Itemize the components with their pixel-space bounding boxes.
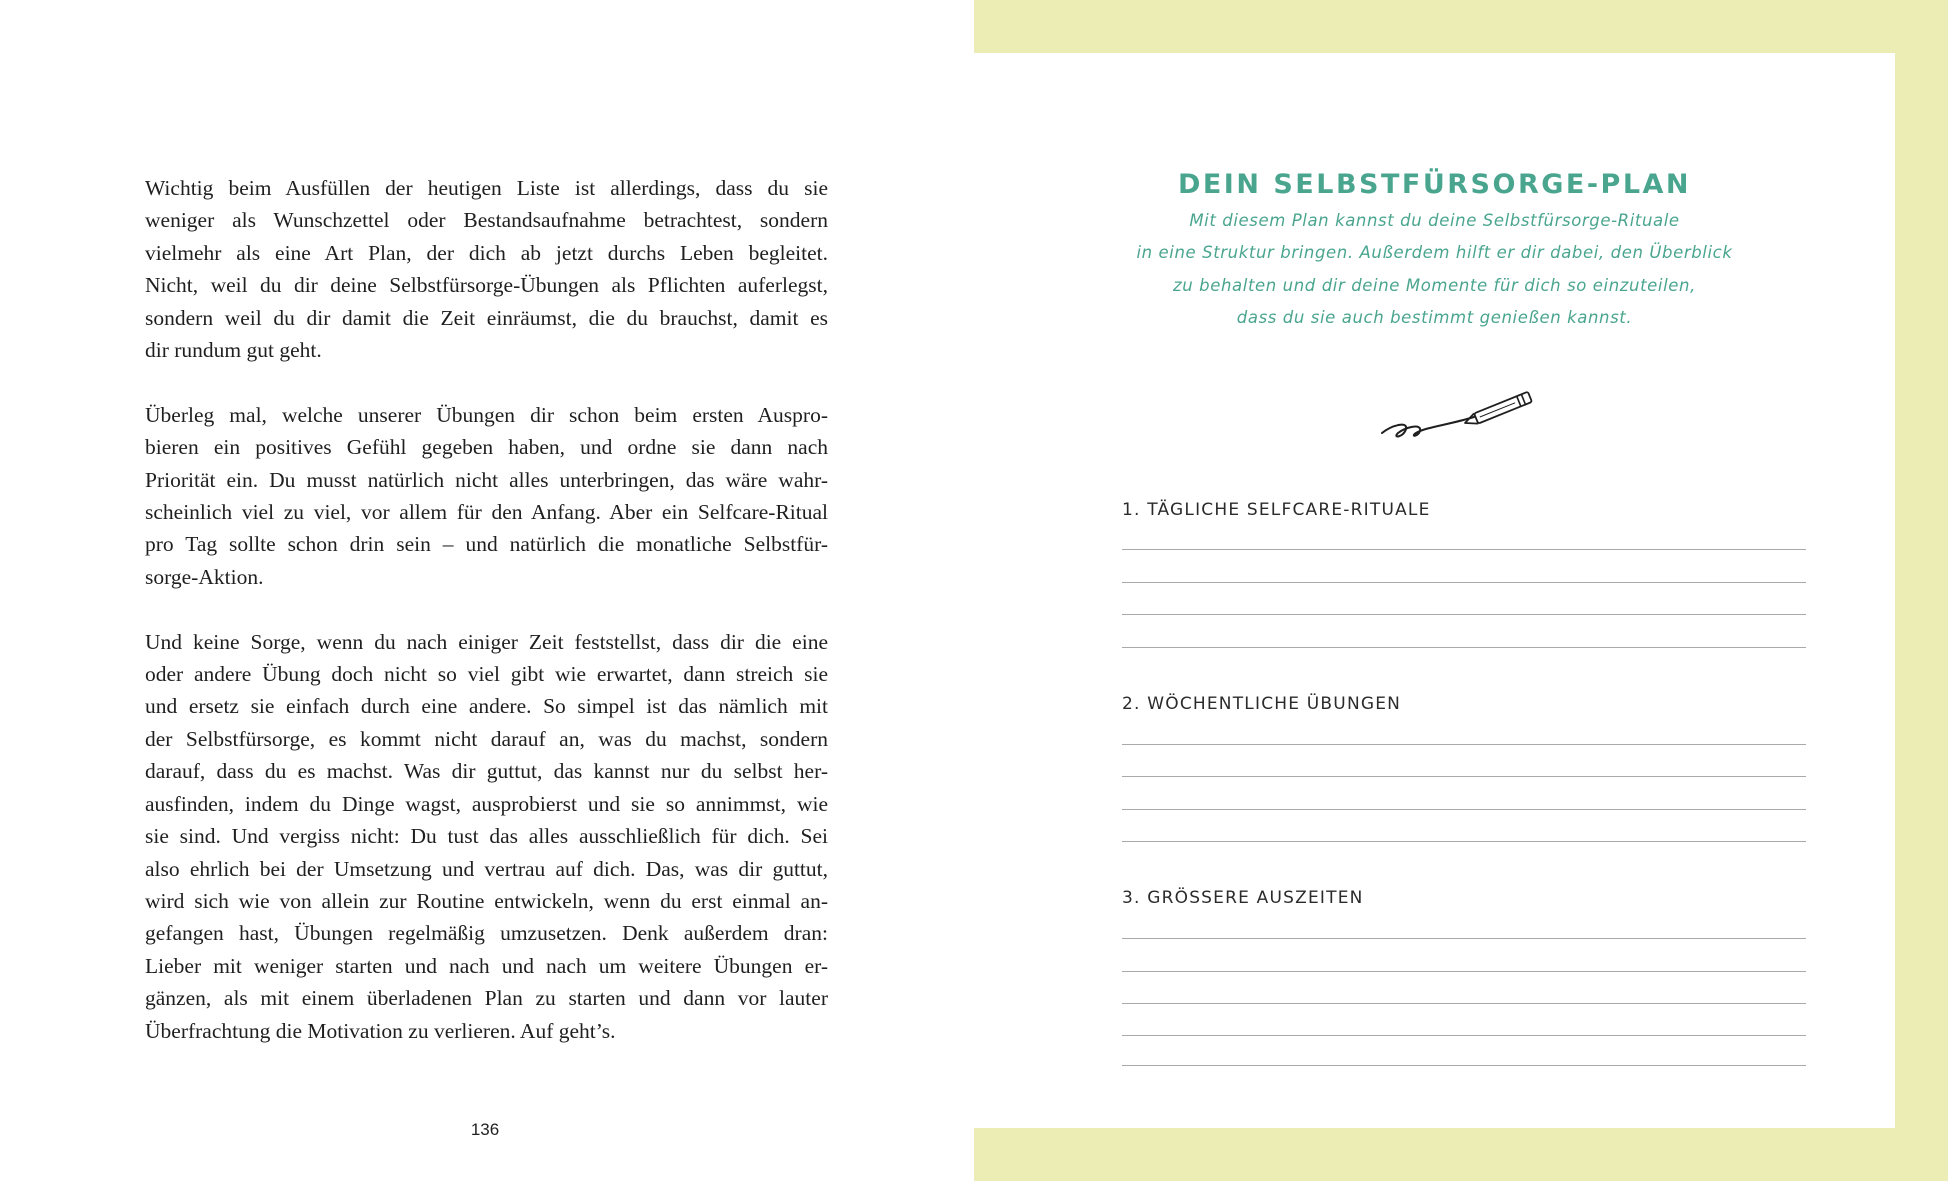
write-line[interactable] [1122,647,1806,648]
write-line[interactable] [1122,1065,1806,1066]
text-line: sie sind. Und vergiss nicht: Du tust das alles ausschließlich für dich. Sei [145,824,828,849]
text-line: gefangen hast, Übungen regelmäßig umzusetzen. Denk außerdem dran: [145,921,828,946]
text-line: sondern weil du dir damit die Zeit einräumst, die du brauchst, damit es [145,305,828,330]
intro-line: dass du sie auch bestimmt genießen kannst. [1236,308,1633,328]
write-line[interactable] [1122,776,1806,777]
text-line: scheinlich viel zu viel, vor allem für den Anfang. Aber ein Selfcare-Ritual [145,500,828,525]
paragraph-2 [145,399,828,593]
text-line: pro Tag sollte schon drin sein – und natürlich die monatliche Selbstfür- [145,532,828,557]
plan-title: DEIN SELBSTFÜRSORGE-PLAN [1177,169,1692,200]
write-line[interactable] [1122,971,1806,972]
write-line[interactable] [1122,614,1806,615]
text-line: Und keine Sorge, wenn du nach einiger Zeit feststellst, dass dir die eine [145,629,828,654]
text-line: der Selbstfürsorge, es kommt nicht darauf an, was du machst, sondern [145,726,828,751]
write-line[interactable] [1122,1035,1806,1036]
text-line: Wichtig beim Ausfüllen der heutigen Liste ist allerdings, dass du sie [145,176,828,200]
section-bigger-breaks [1122,887,1806,909]
section-label: 3. GRÖSSERE AUSZEITEN [1122,888,1364,908]
write-line[interactable] [1122,809,1806,810]
text-line: dir rundum gut geht. [145,338,322,363]
text-line: Lieber mit weniger starten und nach und nach um weitere Übungen er- [145,953,828,978]
text-line: Überfrachtung die Motivation zu verlieren. Auf geht’s. [145,1018,616,1043]
text-line: Überleg mal, welche unserer Übungen dir schon beim ersten Auspro- [145,402,828,427]
paragraph-3 [145,626,828,1047]
text-line: wird sich wie von allein zur Routine entwickeln, wenn du erst einmal an- [145,888,828,913]
right-page [974,0,1948,1181]
paragraph-1 [145,172,828,366]
text-line: darauf, dass du es machst. Was dir guttut, das kannst nur du selbst her- [145,759,828,784]
text-line: sorge-Aktion. [145,564,264,589]
write-line[interactable] [1122,582,1806,583]
intro-line: in eine Struktur bringen. Außerdem hilft er dir dabei, den Überblick [1136,243,1733,263]
write-line[interactable] [1122,549,1806,550]
write-line[interactable] [1122,744,1806,745]
write-line[interactable] [1122,1003,1806,1004]
section-daily-rituals [1122,499,1806,521]
text-line: vielmehr als eine Art Plan, der dich ab jetzt durchs Leben begleitet. [145,240,828,265]
text-line: und ersetz sie einfach durch eine andere. So simpel ist das nämlich mit [145,694,828,719]
text-line: weniger als Wunschzettel oder Bestandsaufnahme betrachtest, sondern [145,208,828,233]
text-line: bieren ein positives Gefühl gegeben haben, und ordne sie dann nach [145,435,828,460]
section-label: 1. TÄGLICHE SELFCARE-RITUALE [1122,500,1431,520]
pen-scribble-icon [1378,385,1548,443]
text-line: oder andere Übung doch nicht so viel gibt wie erwartet, dann streich sie [145,662,828,687]
plan-intro [974,205,1895,335]
text-line: Nicht, weil du dir deine Selbstfürsorge-Übungen als Pflichten auferlegst, [145,273,828,298]
text-line: gänzen, als mit einem überladenen Plan zu starten und dann vor lauter [145,986,828,1011]
section-label: 2. WÖCHENTLICHE ÜBUNGEN [1122,694,1402,714]
write-line[interactable] [1122,938,1806,939]
intro-line: zu behalten und dir deine Momente für dich so einzuteilen, [1173,275,1696,295]
intro-line: Mit diesem Plan kannst du deine Selbstfürsorge-Rituale [1189,211,1680,230]
text-line: ausfinden, indem du Dinge wagst, ausprobierst und sie so annimmst, wie [145,791,828,816]
section-weekly-exercises [1122,693,1806,715]
page-number: 136 [470,1120,500,1139]
text-line: also ehrlich bei der Umsetzung und vertrau auf dich. Das, was dir guttut, [145,856,828,881]
text-line: Priorität ein. Du musst natürlich nicht alles unterbringen, das wäre wahr- [145,467,828,492]
body-text [145,172,828,1079]
plan-card [974,53,1895,1128]
write-line[interactable] [1122,841,1806,842]
